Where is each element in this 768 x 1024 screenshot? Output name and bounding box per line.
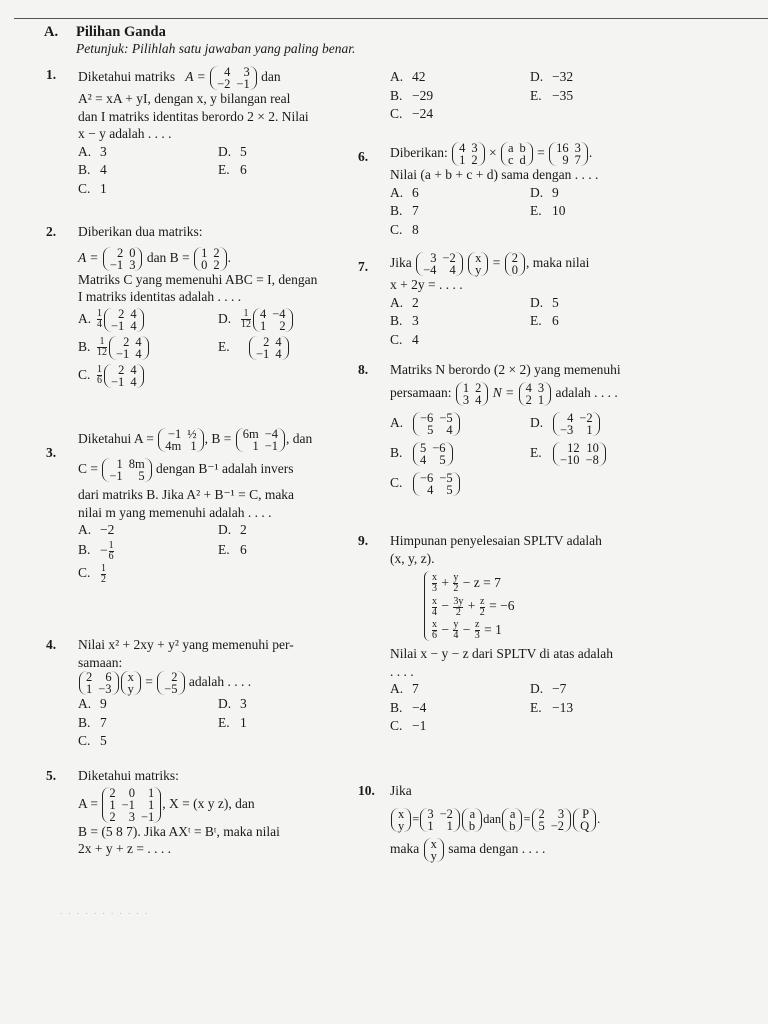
matrix-cell: 3 <box>128 809 135 824</box>
matrix-cell: 0 <box>128 785 135 800</box>
matrix-cell: 4 <box>475 392 482 407</box>
matrix <box>456 382 489 406</box>
matrix-cell: 3 <box>574 141 581 155</box>
matrix <box>109 336 149 360</box>
matrix-cell: y <box>398 818 405 833</box>
matrix <box>413 442 453 466</box>
answer-option: D. 3 <box>218 696 247 711</box>
question-4: 4. Nilai x² + 2xy + y² yang memenuhi per- samaan: 2 6 1 −3 x y = 2 −5 adalah . . . . A. 9 D. 3 B. 7 E. 1 C. 5 <box>78 636 368 750</box>
matrix-cell: 3 <box>427 806 434 821</box>
matrix-cell: a <box>509 806 516 821</box>
matrix <box>413 472 460 496</box>
answer-option: B. −4 <box>390 699 427 715</box>
answer-option: C. 8 <box>390 221 419 237</box>
matrix-cell: c <box>507 153 514 167</box>
matrix-cell: 4 <box>130 306 137 321</box>
question-5: 5. Diketahui matriks: A = 2 0 1 1 −1 1 2 3 −1 , X = (x y z), dan B = (5 8 7). Jika AXᵗ = Bᵗ, maka nilai 2x + y + z = . . . . <box>46 768 280 856</box>
matrix-cell: y <box>430 848 437 863</box>
matrix <box>553 442 606 466</box>
matrix-cell: 1 <box>116 457 123 471</box>
matrix-cell: −10 <box>560 452 580 467</box>
question-9: 9. Himpunan penyelesaian SPLTV adalah (x, y, z). $\frac{x}{3}$ + $\frac{y}{2}$ − z = 7 $\frac{x}{4}$ − $\frac{3y}{2}$ + $\frac{z}{2}$ = −6 $\frac{x}{6}$ − $\frac{y}{4}$ − $\frac{z}{3}$ = 1 Nilai x − y − z dari SPLTV di atas adalah . . . . A. 7 D. −7 B. −4 E. −13 C. −1 <box>390 532 680 735</box>
matrix <box>462 808 482 832</box>
matrix <box>157 671 184 695</box>
matrix-cell: Q <box>580 818 590 833</box>
matrix-cell: 1 <box>462 380 470 395</box>
matrix-cell: 4 <box>459 141 466 155</box>
matrix <box>468 252 488 276</box>
matrix-cell: 5 <box>439 452 446 467</box>
answer-option: C. −24 <box>390 106 434 121</box>
matrix <box>553 412 600 436</box>
matrix-cell: 5 <box>138 469 145 483</box>
matrix-cell: x <box>430 836 437 851</box>
matrix-cell: −6 <box>432 440 446 455</box>
matrix <box>104 364 144 388</box>
matrix-cell: −8 <box>585 452 599 467</box>
answer-option: E. −13 <box>530 699 574 715</box>
matrix-cell: 2 <box>171 670 178 684</box>
matrix-cell: 2 <box>538 806 545 821</box>
matrix-cell: 4m <box>165 439 182 453</box>
matrix <box>452 142 485 166</box>
matrix-cell: 2 <box>471 153 478 167</box>
matrix-cell: 0 <box>511 263 518 277</box>
matrix-cell: 2 <box>109 785 116 800</box>
matrix-cell: y <box>127 682 134 696</box>
matrix-cell: 6 <box>105 670 112 684</box>
matrix-cell: 5 <box>446 482 453 497</box>
matrix-cell: 16 <box>556 141 569 155</box>
options <box>78 143 368 198</box>
matrix-cell: 2 <box>123 334 130 349</box>
matrix-a <box>210 66 257 90</box>
answer-option: C. −1 <box>390 718 427 734</box>
matrix-cell: 12 <box>567 440 580 455</box>
matrix-cell: 2 <box>263 334 270 349</box>
matrix-cell: 4 <box>135 346 142 361</box>
matrix <box>102 458 151 482</box>
answer-option: D. −32 <box>530 69 574 84</box>
matrix-cell: d <box>519 153 526 167</box>
matrix-cell: 3 <box>243 65 250 79</box>
matrix-cell: ½ <box>187 427 197 441</box>
answer-option: B. 4 <box>78 162 107 177</box>
matrix-cell: 4 <box>130 318 137 333</box>
matrix-cell: −3 <box>98 682 112 696</box>
matrix-cell: 4 <box>427 482 434 497</box>
matrix <box>505 252 525 276</box>
matrix-cell: −1 <box>236 77 250 91</box>
matrix-cell: 1 <box>260 318 267 333</box>
answer-option: A. 42 <box>390 69 426 84</box>
matrix-cell: −5 <box>439 470 453 485</box>
matrix-cell: 2 <box>86 670 93 684</box>
question-5-options <box>390 68 680 123</box>
answer-option: A. 9 <box>78 696 107 711</box>
question-3: 3. Diketahui A = −1 ½ 4m 1 , B = 6m −4 1 −1 , dan C = 1 8m −1 5 dengan B⁻¹ adalah invers dari matriks B. Jika A² + B⁻¹ = C, maka nilai m yang memenuhi adalah . . . . A. −2 D. 2 B. − $\frac{1}{6}$ E. 6 C. $\frac{1}{2}$ <box>46 427 313 585</box>
matrix-cell: 3 <box>430 251 437 265</box>
matrix-cell: b <box>509 818 516 833</box>
matrix <box>391 808 411 832</box>
answer-option: B. 3 <box>390 313 419 328</box>
answer-option: E. 1 <box>218 714 247 730</box>
matrix <box>121 671 141 695</box>
instructions: Petunjuk: Pilihlah satu jawaban yang paling benar. <box>76 41 356 56</box>
matrix-cell: 4 <box>275 346 282 361</box>
matrix-cell: 1 <box>586 422 593 437</box>
answer-option: B. −29 <box>390 87 434 103</box>
matrix-cell: 3 <box>462 392 470 407</box>
matrix <box>573 808 596 832</box>
answer-option: A. 2 <box>390 294 419 310</box>
matrix <box>519 382 552 406</box>
matrix-cell: P <box>582 806 590 821</box>
answer-option: A. 7 <box>390 681 419 697</box>
matrix-cell: 2 <box>118 306 125 321</box>
matrix-cell: −2 <box>579 410 593 425</box>
matrix-cell: −6 <box>420 470 434 485</box>
answer-option: B. 7 <box>390 203 419 218</box>
matrix-cell: −1 <box>140 809 155 824</box>
matrix-cell: 2 <box>109 809 116 824</box>
matrix-cell: 4 <box>135 334 142 349</box>
matrix-cell: −2 <box>439 806 453 821</box>
matrix <box>236 428 285 452</box>
matrix-cell: 0 <box>201 257 208 272</box>
answer-option: E. −35 <box>530 87 574 103</box>
answer-option: C. 5 <box>78 733 107 748</box>
matrix-cell: 3 <box>129 257 136 272</box>
matrix-cell: 2 <box>279 318 286 333</box>
answer-option: B. 7 <box>78 714 107 730</box>
matrix-cell: b <box>519 141 526 155</box>
matrix-cell: −2 <box>217 77 231 91</box>
matrix <box>104 308 144 332</box>
matrix-cell: 4 <box>525 380 532 395</box>
matrix <box>249 336 289 360</box>
matrix-cell: 4 <box>567 410 574 425</box>
matrix <box>194 247 227 271</box>
matrix <box>549 142 588 166</box>
matrix-cell: a <box>507 141 514 155</box>
matrix-cell: x <box>398 806 405 821</box>
matrix-cell: 0 <box>129 245 136 260</box>
matrix-cell: −5 <box>164 682 178 696</box>
matrix-cell: −1 <box>167 427 182 441</box>
matrix <box>158 428 203 452</box>
question-10: 10. Jika x y = 3 −2 1 1 a b dan a b = 2 3 5 −2 P Q . maka x y sama dengan . . . . <box>358 783 601 863</box>
matrix <box>416 252 463 276</box>
question-2: 2. Diberikan dua matriks: A = 2 0 −1 3 dan B = 1 2 0 2 . Matriks C yang memenuhi ABC = I, dengan I matriks identitas adalah . . . . A. $\frac{1}{4}$ 2 4 −1 4 D. $\frac{1}{12}$ 4 −4 1 2 B. $\frac{1}{12}$ 2 4 −1 4 E. 2 4 −1 4 C. $\frac{1}{6}$ 2 4 −1 4 <box>46 224 318 389</box>
question-8: 8. Matriks N berordo (2 × 2) yang memenuhi persamaan: 1 2 3 4 N = 4 3 2 1 adalah . . . . A. −6 −5 5 4 D. 4 −2 −3 1 B. 5 −6 4 5 E. 12 10 −10 −8 C. −6 −5 4 5 <box>358 362 621 497</box>
answer-option: D. −7 <box>530 681 567 697</box>
matrix <box>532 808 572 832</box>
matrix-cell: 5 <box>538 818 545 833</box>
matrix-cell: −3 <box>560 422 574 437</box>
matrix <box>502 808 522 832</box>
answer-option: C. 4 <box>390 331 419 347</box>
matrix <box>103 247 143 271</box>
matrix-cell: −1 <box>109 257 124 272</box>
matrix-cell: 2 <box>525 392 532 407</box>
matrix-cell: 2 <box>511 251 518 265</box>
matrix-cell: −1 <box>121 797 135 812</box>
matrix <box>79 671 119 695</box>
matrix-cell: 6m <box>242 427 259 441</box>
matrix-cell: −1 <box>111 318 125 333</box>
matrix-cell: 1 <box>459 153 466 167</box>
matrix-cell: 1 <box>446 818 453 833</box>
matrix-cell: 4 <box>449 263 456 277</box>
answer-option: D. 9 <box>530 184 559 200</box>
matrix-cell: 2 <box>118 362 125 377</box>
matrix-cell: −4 <box>423 263 437 277</box>
matrix-cell: −4 <box>264 427 279 441</box>
matrix <box>501 142 533 166</box>
matrix-cell: 5 <box>420 440 427 455</box>
matrix-cell: 4 <box>275 334 282 349</box>
matrix <box>424 838 444 862</box>
faded-footer: . . . . . . . . . . . <box>60 906 150 916</box>
matrix-cell: −1 <box>256 346 270 361</box>
matrix-cell: −4 <box>272 306 286 321</box>
matrix-cell: −1 <box>111 374 125 389</box>
top-rule <box>14 18 768 19</box>
matrix-cell: 1 <box>427 818 434 833</box>
answer-option: C. 1 <box>78 180 107 196</box>
matrix <box>413 412 460 436</box>
matrix-cell: 2 <box>213 257 220 272</box>
matrix-cell: 1 <box>252 439 259 453</box>
answer-option: D. 5 <box>530 294 559 310</box>
matrix-cell: 4 <box>420 452 427 467</box>
answer-option: A. 6 <box>390 184 419 200</box>
section-heading: A. Pilihan Ganda <box>44 24 166 40</box>
matrix <box>420 808 460 832</box>
matrix-cell: 1 <box>201 245 208 260</box>
matrix-cell: 2 <box>213 245 220 260</box>
matrix-cell: b <box>468 818 476 833</box>
matrix-cell: −1 <box>109 469 123 483</box>
matrix-cell: y <box>475 263 482 277</box>
matrix <box>253 308 293 332</box>
matrix-cell: x <box>475 251 482 265</box>
matrix-cell: 3 <box>471 141 478 155</box>
answer-option: E. 6 <box>530 313 559 328</box>
matrix-cell: 10 <box>586 440 599 455</box>
equation-system: $\frac{x}{3}$ + $\frac{y}{2}$ − z = 7 $\frac{x}{4}$ − $\frac{3y}{2}$ + $\frac{z}{2}$ = −6 $\frac{x}{6}$ − $\frac{y}{4}$ − $\frac{z}{3}$ = 1 <box>424 571 514 641</box>
matrix-cell: 4 <box>260 306 267 321</box>
matrix-cell: 3 <box>537 380 545 395</box>
matrix-cell: 7 <box>574 153 581 167</box>
matrix-cell: −1 <box>116 346 130 361</box>
matrix-cell: −6 <box>420 410 434 425</box>
matrix-cell: 9 <box>562 153 569 167</box>
answer-option: E. 10 <box>530 203 566 218</box>
matrix-cell: 4 <box>446 422 453 437</box>
matrix-cell: 1 <box>190 439 197 453</box>
matrix-cell: 4 <box>130 374 137 389</box>
answer-option: E. 6 <box>218 162 247 177</box>
matrix-cell: −5 <box>439 410 453 425</box>
matrix-cell: −2 <box>442 251 456 265</box>
matrix-cell: a <box>469 806 476 821</box>
question-7: 7. Jika 3 −2 −4 4 x y = 2 0 , maka nilai x + 2y = . . . . A. 2 D. 5 B. 3 E. 6 C. 4 <box>390 252 680 348</box>
answer-option: D. 5 <box>218 143 247 159</box>
matrix-cell: 2 <box>116 245 124 260</box>
matrix-cell: −2 <box>550 818 565 833</box>
answer-option: A. 3 <box>78 143 107 159</box>
matrix-cell: −1 <box>264 439 279 453</box>
question-1: 1. Diketahui matriks A = 4 3 −2 −1 dan A² = xA + yI, dengan x, y bilangan real dan I matriks identitas berordo 2 × 2. Nilai x − y adalah . . . . A. 3 D. 5 B. 4 E. 6 C. 1 <box>78 66 368 197</box>
matrix-cell: 1 <box>148 785 155 800</box>
matrix-cell: 4 <box>224 65 231 79</box>
matrix-cell: x <box>127 670 134 684</box>
matrix-cell: 2 <box>475 380 482 395</box>
matrix-cell: 5 <box>427 422 434 437</box>
question-6: 6. Diberikan: 4 3 1 2 × a b c d = 16 3 9 7 . Nilai (a + b + c + d) sama dengan . . . . A. 6 D. 9 B. 7 E. 10 C. 8 <box>390 142 680 238</box>
matrix-cell: 1 <box>109 797 116 812</box>
matrix-cell: 4 <box>130 362 137 377</box>
matrix-cell: 8m <box>128 457 145 471</box>
matrix-cell: 1 <box>148 797 155 812</box>
matrix-cell: 1 <box>537 392 545 407</box>
matrix <box>102 787 161 823</box>
matrix-cell: 3 <box>557 806 565 821</box>
matrix-cell: 1 <box>86 682 93 696</box>
